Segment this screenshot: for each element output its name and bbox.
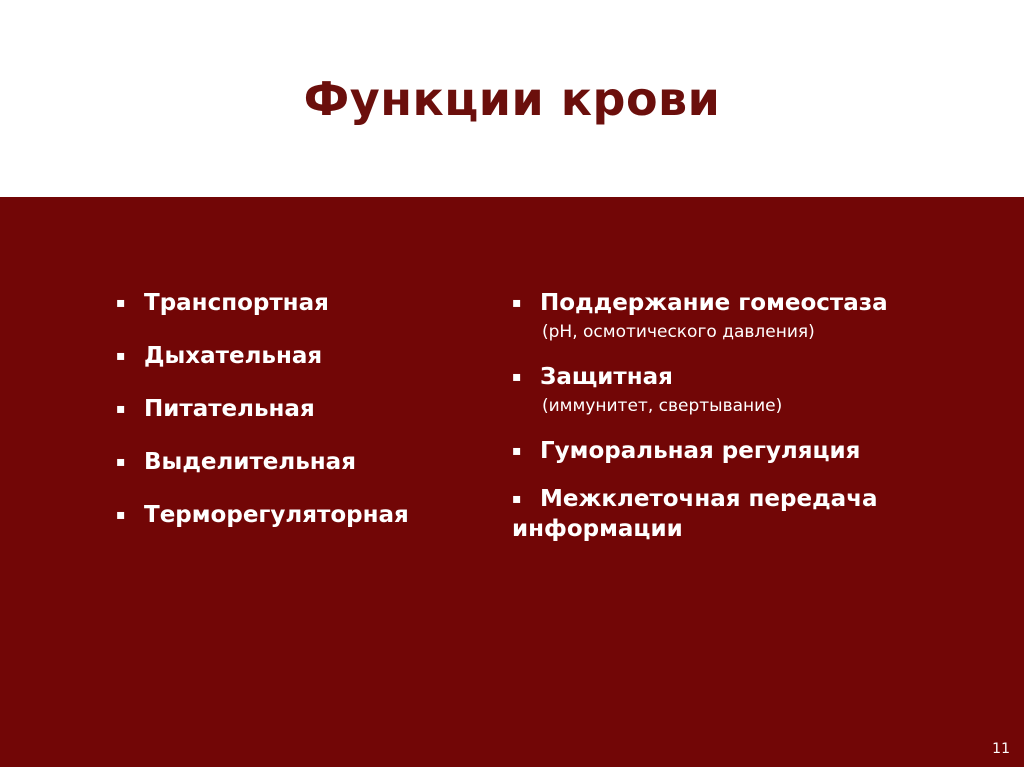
list-item (512, 362, 992, 418)
list-item-subtext: (pH, осмотического давления) (542, 322, 815, 342)
title-area (0, 0, 1024, 197)
list-item-label: Поддержание гомеостаза (540, 290, 888, 316)
list-item-label: Гуморальная регуляция (540, 438, 861, 464)
bullet-icon: ▪ (116, 348, 126, 364)
bullet-icon: ▪ (512, 295, 522, 311)
left-bullet-list (116, 288, 476, 553)
list-item-label: Дыхательная (144, 343, 323, 369)
list-item (116, 447, 476, 477)
bullet-icon: ▪ (116, 295, 126, 311)
list-item-label: Терморегуляторная (144, 502, 409, 528)
right-bullet-list (512, 288, 992, 562)
list-item-label: Выделительная (144, 449, 356, 475)
list-item-label: Межклеточная передача (540, 486, 878, 512)
bullet-icon: ▪ (512, 369, 522, 385)
list-item (512, 436, 992, 466)
list-item-label: Питательная (144, 396, 315, 422)
bullet-icon: ▪ (116, 507, 126, 523)
list-item-label: Транспортная (144, 290, 329, 316)
bullet-icon: ▪ (512, 491, 522, 507)
bullet-icon: ▪ (116, 454, 126, 470)
list-item (116, 341, 476, 371)
list-item-label: Защитная (540, 364, 673, 390)
list-item (116, 500, 476, 530)
list-item (512, 288, 992, 344)
list-item-label-continuation: информации (512, 516, 683, 542)
bullet-icon: ▪ (512, 443, 522, 459)
slide-title: Функции крови (303, 72, 721, 126)
list-item (116, 394, 476, 424)
list-item-subtext: (иммунитет, свертывание) (542, 396, 783, 416)
list-item (512, 484, 992, 544)
list-item (116, 288, 476, 318)
page-number: 11 (992, 741, 1010, 757)
bullet-icon: ▪ (116, 401, 126, 417)
